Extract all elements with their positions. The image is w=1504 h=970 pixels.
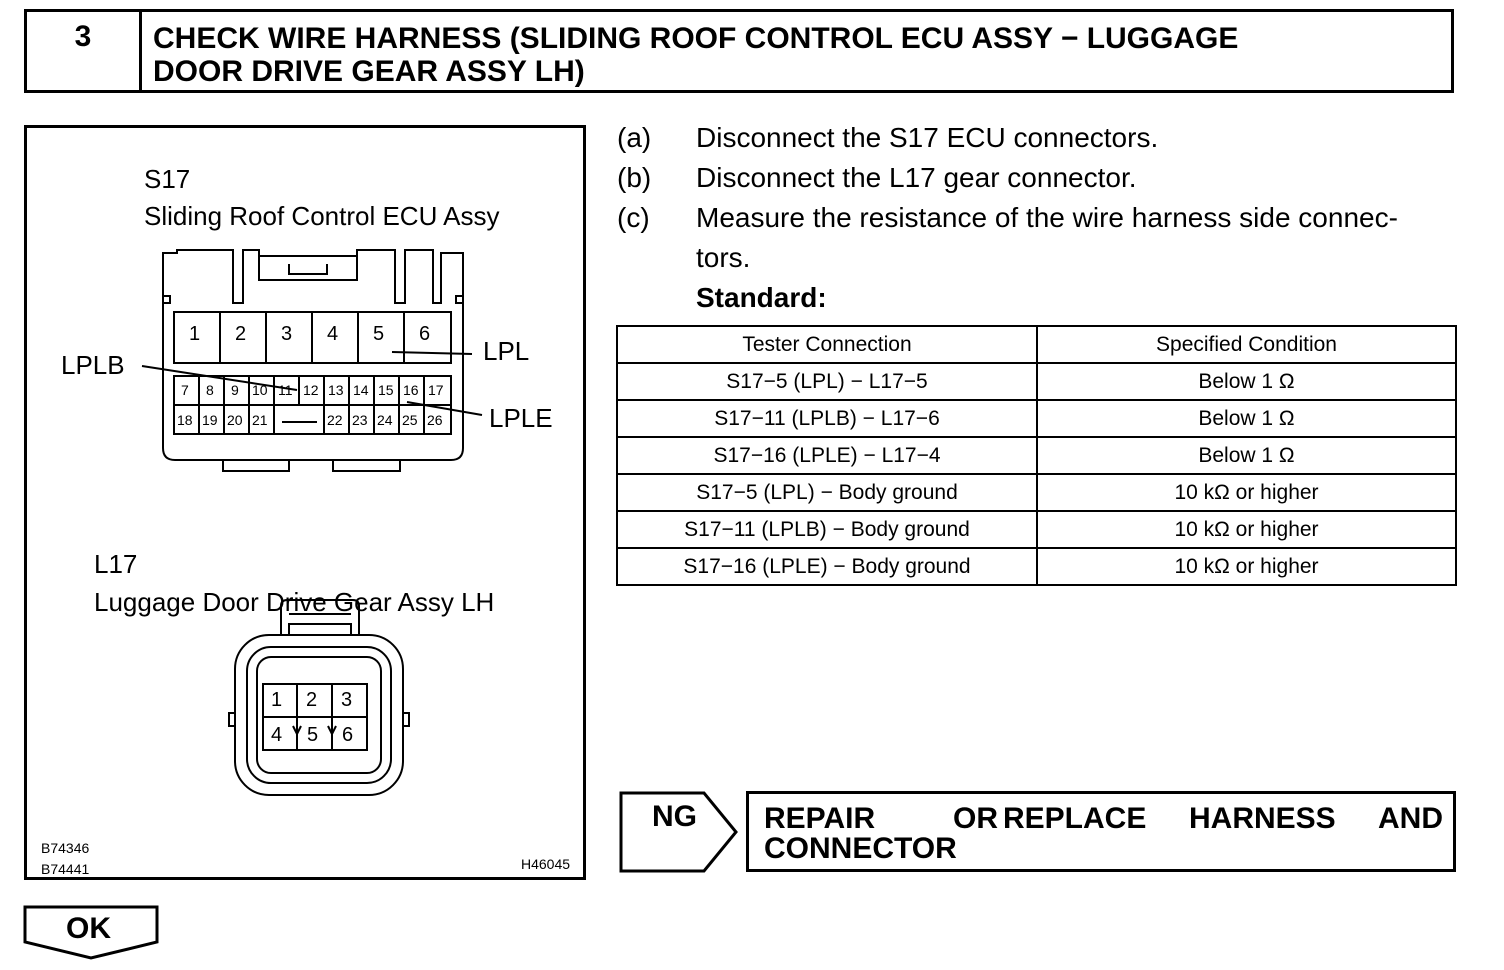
ecu-pin-2: 2 — [235, 323, 247, 345]
figure-id-2: B74441 — [41, 861, 90, 877]
table-row — [617, 474, 1456, 511]
cell-connection: S17−5 (LPL) − L17−5 — [617, 363, 1037, 400]
step-header — [24, 9, 1454, 93]
ecu-pin-16: 16 — [403, 382, 419, 398]
spec-table — [616, 325, 1457, 586]
ecu-pin-10: 10 — [252, 382, 268, 398]
ng-action-line2: CONNECTOR — [764, 832, 957, 865]
ecu-connector-name: Sliding Roof Control ECU Assy — [144, 201, 500, 231]
header-specified-condition: Specified Condition — [1037, 326, 1456, 363]
gear-pin-5: 5 — [307, 724, 319, 746]
header-tester-connection: Tester Connection — [617, 326, 1037, 363]
ng-word-3: REPLACE — [1003, 802, 1147, 835]
ecu-pin-23: 23 — [352, 412, 368, 428]
ecu-pin-20: 20 — [227, 412, 243, 428]
table-row — [617, 511, 1456, 548]
ecu-connector-drawing — [27, 128, 583, 877]
step-b-text: Disconnect the L17 gear connector. — [696, 162, 1137, 193]
ecu-pin-12: 12 — [303, 382, 319, 398]
ecu-pin-19: 19 — [202, 412, 218, 428]
cell-condition: Below 1 Ω — [1037, 437, 1456, 474]
ecu-pin-21: 21 — [252, 412, 268, 428]
step-b-letter: (b) — [617, 162, 652, 193]
step-a-letter: (a) — [617, 122, 652, 153]
figure-id-3: H46045 — [521, 856, 571, 872]
cell-condition: 10 kΩ or higher — [1037, 548, 1456, 585]
gear-pin-3: 3 — [341, 689, 353, 711]
ecu-connector-code: S17 — [144, 164, 191, 194]
ecu-pin-18: 18 — [177, 412, 193, 428]
ecu-pin-6: 6 — [419, 323, 431, 345]
cell-condition: Below 1 Ω — [1037, 400, 1456, 437]
ecu-pin-22: 22 — [327, 412, 343, 428]
ng-word-1: REPAIR — [764, 802, 876, 835]
cell-connection: S17−11 (LPLB) − L17−6 — [617, 400, 1037, 437]
step-number: 3 — [27, 12, 142, 90]
ng-label: NG — [652, 800, 697, 833]
gear-pin-2: 2 — [306, 689, 318, 711]
ecu-pin-15: 15 — [378, 382, 394, 398]
label-lplb: LPLB — [61, 350, 125, 380]
table-row — [617, 437, 1456, 474]
step-title-line2: DOOR DRIVE GEAR ASSY LH) — [153, 55, 585, 88]
gear-pin-6: 6 — [342, 724, 354, 746]
ng-word-2: OR — [953, 802, 998, 835]
ng-word-4: HARNESS — [1189, 802, 1336, 835]
figure-id-1: B74346 — [41, 840, 90, 856]
table-row — [617, 548, 1456, 585]
cell-connection: S17−16 (LPLE) − Body ground — [617, 548, 1037, 585]
table-row — [617, 400, 1456, 437]
standard-label: Standard: — [696, 282, 827, 313]
ecu-pin-9: 9 — [231, 382, 239, 398]
step-c-text-line1: Measure the resistance of the wire harness side connec- — [696, 202, 1398, 233]
step-c-text-line2: tors. — [696, 242, 751, 273]
cell-condition: 10 kΩ or higher — [1037, 474, 1456, 511]
connector-diagram — [24, 125, 586, 880]
step-c-letter: (c) — [617, 202, 650, 233]
ecu-pin-5: 5 — [373, 323, 385, 345]
ok-label: OK — [66, 912, 111, 945]
gear-pin-1: 1 — [271, 689, 283, 711]
cell-connection: S17−16 (LPLE) − L17−4 — [617, 437, 1037, 474]
ecu-pin-11: 11 — [278, 382, 293, 398]
table-row — [617, 363, 1456, 400]
ecu-pin-7: 7 — [181, 382, 189, 398]
table-header-row — [617, 326, 1456, 363]
ecu-pin-24: 24 — [377, 412, 393, 428]
ecu-pin-26: 26 — [427, 412, 443, 428]
ecu-pin-1: 1 — [189, 323, 201, 345]
gear-pin-4: 4 — [271, 724, 283, 746]
step-title-line1: CHECK WIRE HARNESS (SLIDING ROOF CONTROL ECU ASSY − LUGGAGE — [153, 22, 1239, 55]
ng-word-5: AND — [1378, 802, 1443, 835]
cell-condition: Below 1 Ω — [1037, 363, 1456, 400]
ng-action-box — [746, 791, 1456, 872]
ecu-pin-17: 17 — [428, 382, 444, 398]
label-lpl: LPL — [483, 336, 530, 366]
step-a-text: Disconnect the S17 ECU connectors. — [696, 122, 1159, 153]
ecu-pin-3: 3 — [281, 323, 293, 345]
step-title — [153, 22, 1433, 88]
label-lple: LPLE — [489, 403, 553, 433]
gear-connector-code: L17 — [94, 549, 138, 579]
gear-connector-name: Luggage Door Drive Gear Assy LH — [94, 587, 495, 617]
ecu-pin-14: 14 — [353, 382, 369, 398]
ecu-pin-25: 25 — [402, 412, 418, 428]
cell-condition: 10 kΩ or higher — [1037, 511, 1456, 548]
cell-connection: S17−11 (LPLB) − Body ground — [617, 511, 1037, 548]
ecu-pin-13: 13 — [328, 382, 344, 398]
cell-connection: S17−5 (LPL) − Body ground — [617, 474, 1037, 511]
ecu-pin-4: 4 — [327, 323, 339, 345]
ecu-pin-8: 8 — [206, 382, 214, 398]
